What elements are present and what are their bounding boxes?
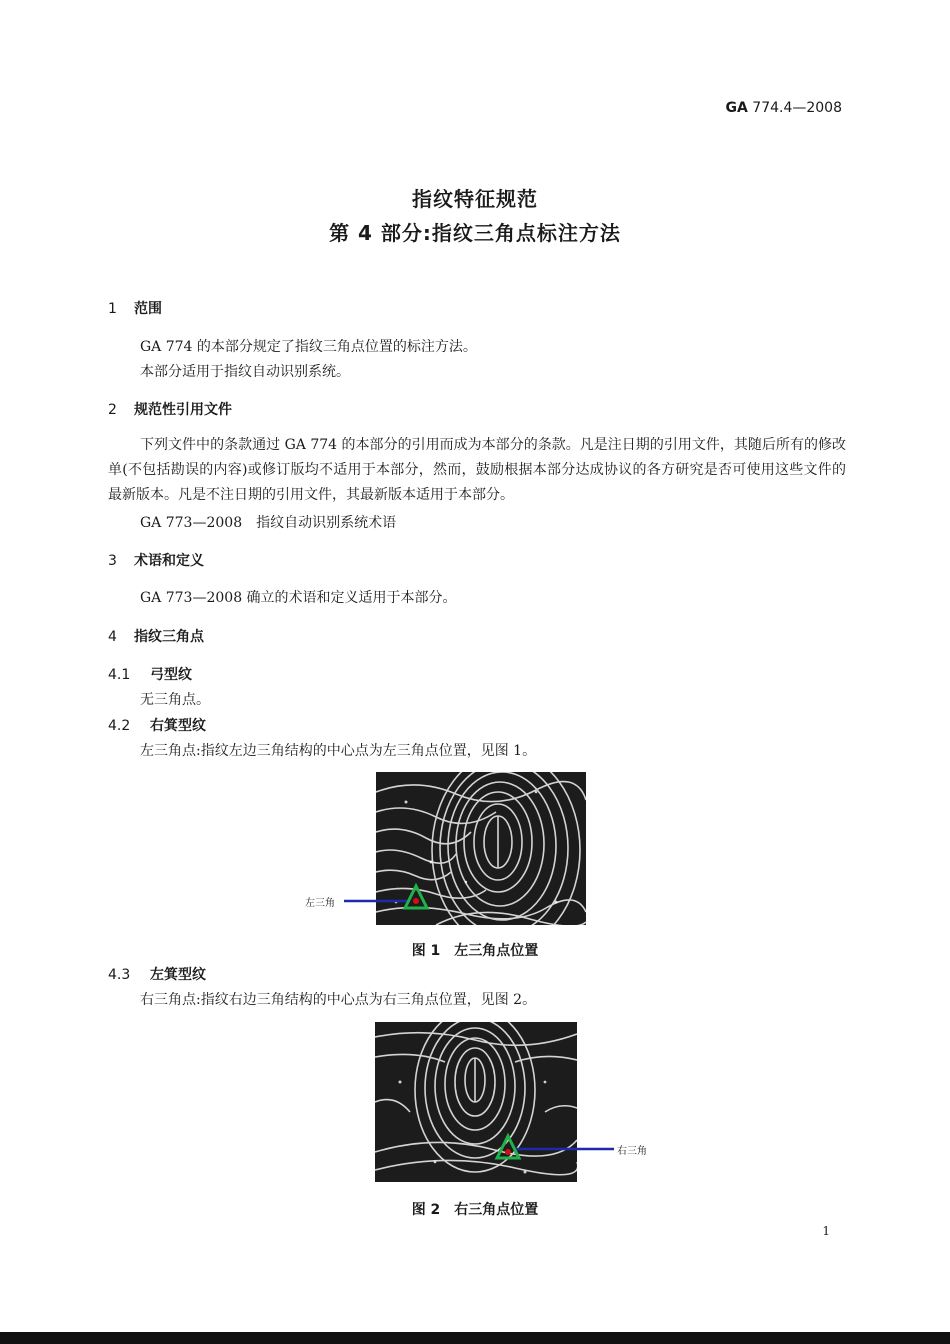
paragraph: GA 774 的本部分规定了指纹三角点位置的标注方法。 <box>140 339 477 355</box>
section-3-heading <box>108 550 204 570</box>
section-number: 4.1 <box>108 667 131 683</box>
paragraph: 左三角点:指纹左边三角结构的中心点为左三角点位置，见图 1。 <box>140 743 537 759</box>
figure-1-caption: 图 1 左三角点位置 <box>411 943 539 959</box>
standard-number: 774.4—2008 <box>752 100 842 116</box>
section-title: 指纹三角点 <box>134 629 204 645</box>
document-subtitle: 第 4 部分:指纹三角点标注方法 <box>329 221 621 245</box>
subsection-4-2-heading <box>108 715 206 735</box>
section-1-heading <box>108 298 162 318</box>
standard-prefix: GA <box>725 100 748 116</box>
subsection-4-3-heading <box>108 964 206 984</box>
section-title: 右箕型纹 <box>150 718 206 734</box>
section-title: 范围 <box>134 301 162 317</box>
section-number: 1 <box>108 301 117 317</box>
section-number: 4 <box>108 629 117 645</box>
section-2-heading <box>108 399 232 419</box>
section-number: 4.3 <box>108 967 131 983</box>
section-number: 2 <box>108 402 117 418</box>
paragraph: 本部分适用于指纹自动识别系统。 <box>140 364 350 380</box>
delta-center-icon <box>505 1149 511 1155</box>
normative-reference: GA 773—2008 指纹自动识别系统术语 <box>140 515 397 531</box>
section-title: 弓型纹 <box>150 667 192 683</box>
paragraph: 右三角点:指纹右边三角结构的中心点为右三角点位置，见图 2。 <box>140 992 537 1008</box>
section-4-heading <box>108 626 204 646</box>
subsection-4-1-heading <box>108 664 192 684</box>
standard-code <box>726 100 843 116</box>
paragraph: 无三角点。 <box>140 692 210 708</box>
figure-1-label: 左三角 <box>305 898 335 909</box>
page-number: 1 <box>822 1224 830 1238</box>
section-number: 3 <box>108 553 117 569</box>
figure-2-caption: 图 2 右三角点位置 <box>411 1202 539 1218</box>
section-number: 4.2 <box>108 718 131 734</box>
figure-2-label: 右三角 <box>617 1146 647 1157</box>
section-title: 规范性引用文件 <box>134 402 232 418</box>
paragraph: GA 773—2008 确立的术语和定义适用于本部分。 <box>140 590 457 606</box>
section-title: 左箕型纹 <box>150 967 206 983</box>
paragraph: 下列文件中的条款通过 GA 774 的本部分的引用而成为本部分的条款。凡是注日期的引用文件，其随后所有的修改单(不包括勘误的内容)或修订版均不适用于本部分，然而，鼓励根据本部分达成协议的各方研究是否可使用这些文件的最新版本。凡是不注日期的引用文件，其最新版本适用于本部分。 <box>108 437 846 503</box>
document-title: 指纹特征规范 <box>412 187 538 211</box>
section-title: 术语和定义 <box>134 553 204 569</box>
right-delta-marker <box>490 1130 620 1170</box>
bottom-border <box>0 1332 950 1344</box>
delta-triangle-icon <box>405 886 427 908</box>
delta-center-icon <box>413 898 419 904</box>
